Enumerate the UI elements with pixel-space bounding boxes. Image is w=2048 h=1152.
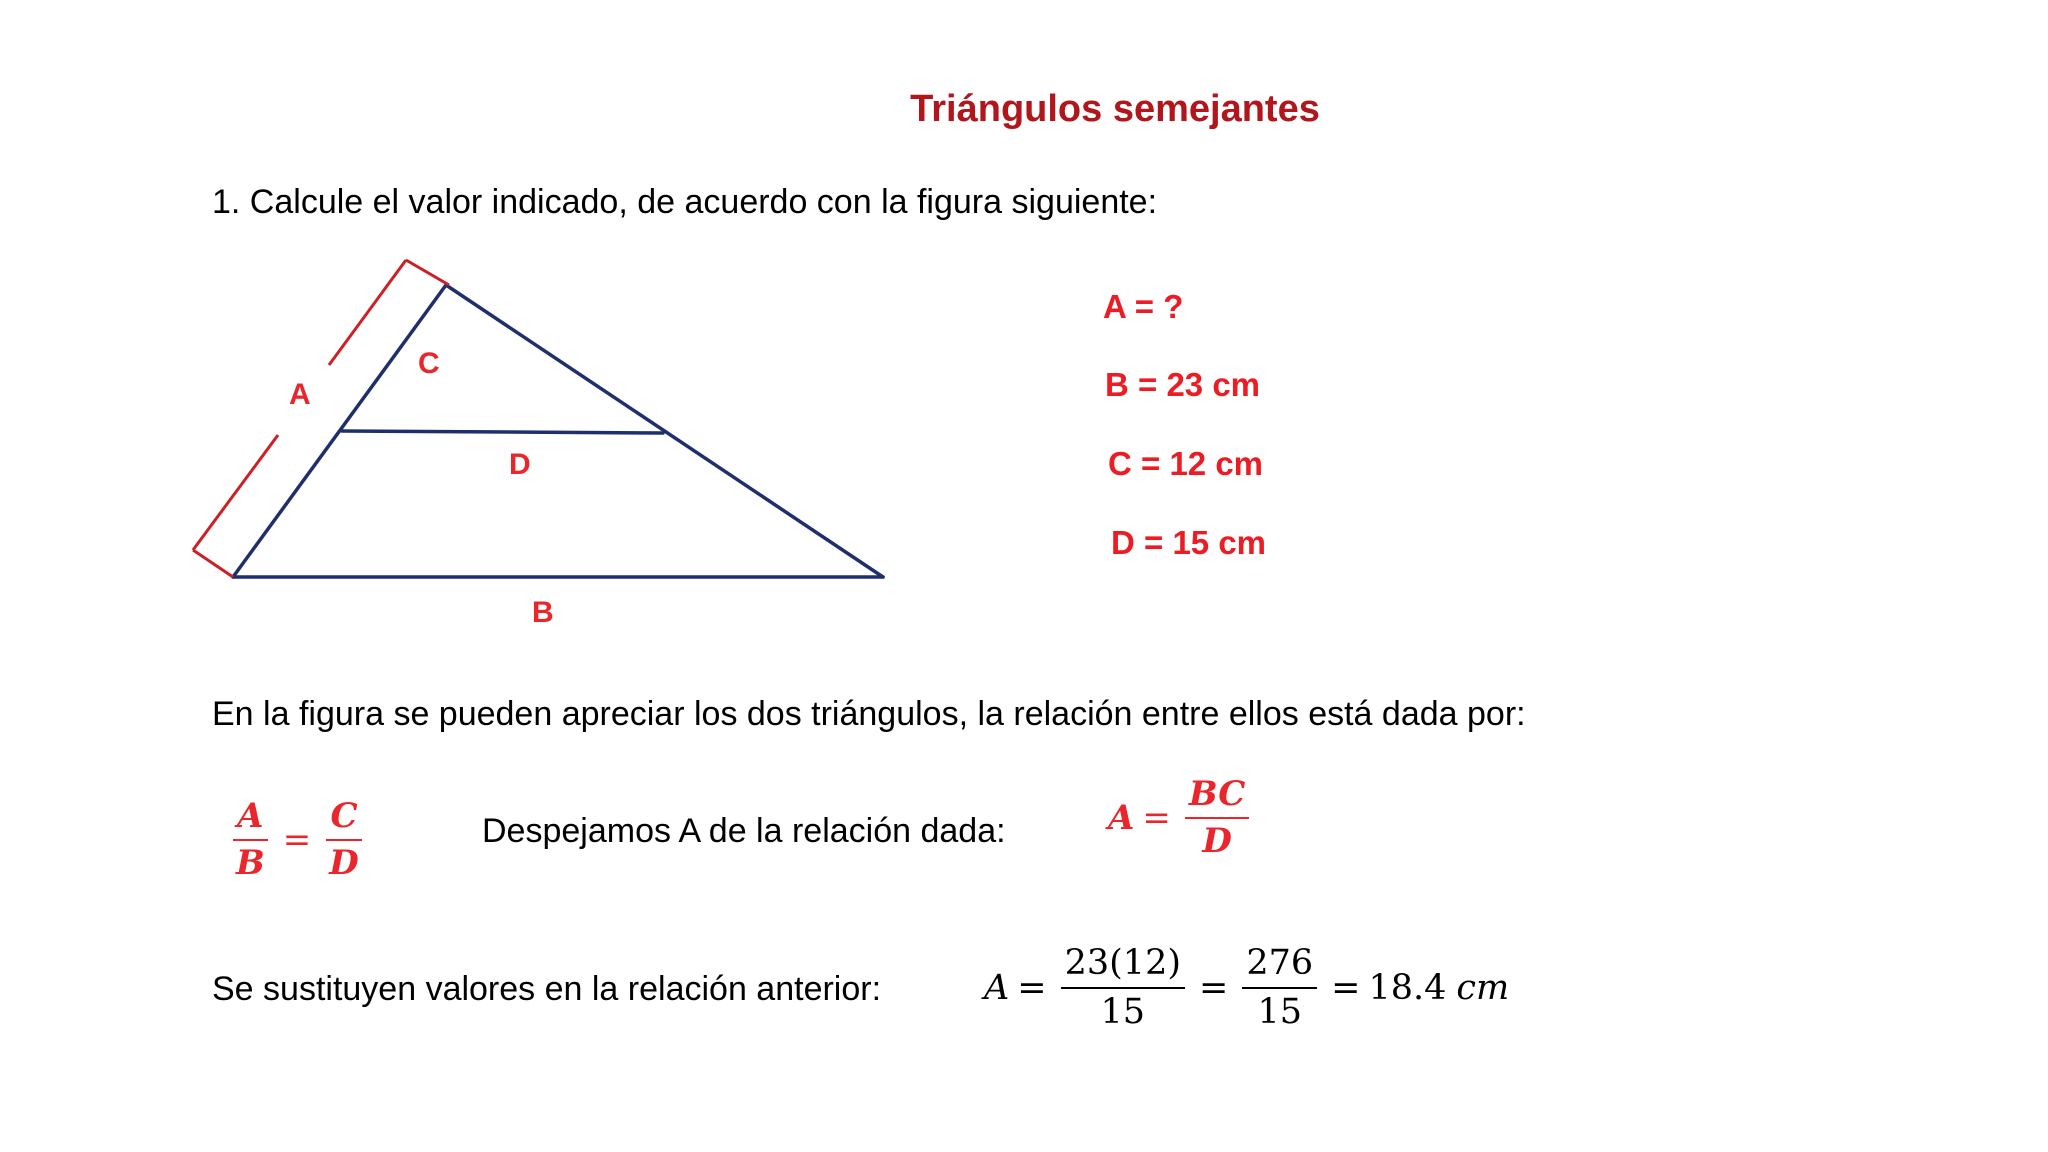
calc-equals-2: = bbox=[1199, 967, 1229, 1008]
solved-numerator: BC bbox=[1185, 776, 1249, 819]
calc-fraction-1-denominator: 15 bbox=[1100, 991, 1146, 1032]
given-b: B = 23 cm bbox=[1105, 366, 1261, 403]
ratio-equation bbox=[226, 798, 369, 883]
calc-fraction-2-numerator: 276 bbox=[1242, 944, 1317, 989]
calc-lhs: A bbox=[984, 967, 1010, 1008]
dimension-line-upper bbox=[329, 260, 406, 365]
given-a: A = ? bbox=[1103, 288, 1184, 325]
calc-fraction-1-numerator: 23(12) bbox=[1061, 944, 1185, 989]
page-title: Triángulos semejantes bbox=[910, 88, 1320, 130]
dimension-tick-top bbox=[406, 260, 449, 285]
calc-fraction-2-denominator: 15 bbox=[1257, 991, 1302, 1032]
label-a: A bbox=[289, 378, 311, 411]
calc-fraction-1 bbox=[1061, 944, 1185, 1031]
ratio-left-fraction bbox=[232, 798, 269, 883]
dimension-tick-bottom bbox=[193, 550, 233, 577]
solved-equation bbox=[1108, 776, 1255, 861]
label-d: D bbox=[509, 448, 531, 481]
calc-equals-1: = bbox=[1017, 967, 1047, 1008]
solved-lhs: A bbox=[1108, 798, 1135, 839]
solved-denominator: D bbox=[1202, 821, 1232, 862]
ratio-right-denominator: D bbox=[329, 843, 359, 884]
solved-fraction bbox=[1185, 776, 1249, 861]
substitute-text: Se sustituyen valores en la relación anterior: bbox=[212, 970, 882, 1008]
solve-text: Despejamos A de la relación dada: bbox=[482, 812, 1006, 850]
label-c: C bbox=[418, 347, 440, 380]
calculation-equation bbox=[984, 944, 1509, 1031]
calc-equals-3: = bbox=[1331, 967, 1361, 1008]
problem-statement: 1. Calcule el valor indicado, de acuerdo con la figura siguiente: bbox=[212, 183, 1158, 221]
triangle-inner-segment bbox=[342, 431, 663, 433]
calc-result-value: 18.4 bbox=[1368, 967, 1447, 1008]
ratio-equals: = bbox=[282, 820, 312, 861]
given-c: C = 12 cm bbox=[1108, 445, 1264, 482]
relation-text: En la figura se pueden apreciar los dos triángulos, la relación entre ellos está dada por: bbox=[212, 695, 1526, 733]
ratio-right-fraction bbox=[325, 798, 362, 883]
ratio-left-denominator: B bbox=[236, 843, 265, 884]
calc-fraction-2 bbox=[1242, 944, 1317, 1031]
label-b: B bbox=[532, 596, 554, 629]
calc-result-unit: cm bbox=[1456, 967, 1510, 1008]
ratio-right-numerator: C bbox=[326, 798, 361, 841]
solved-equals: = bbox=[1142, 798, 1171, 839]
ratio-left-numerator: A bbox=[233, 798, 267, 841]
given-d: D = 15 cm bbox=[1111, 524, 1267, 561]
